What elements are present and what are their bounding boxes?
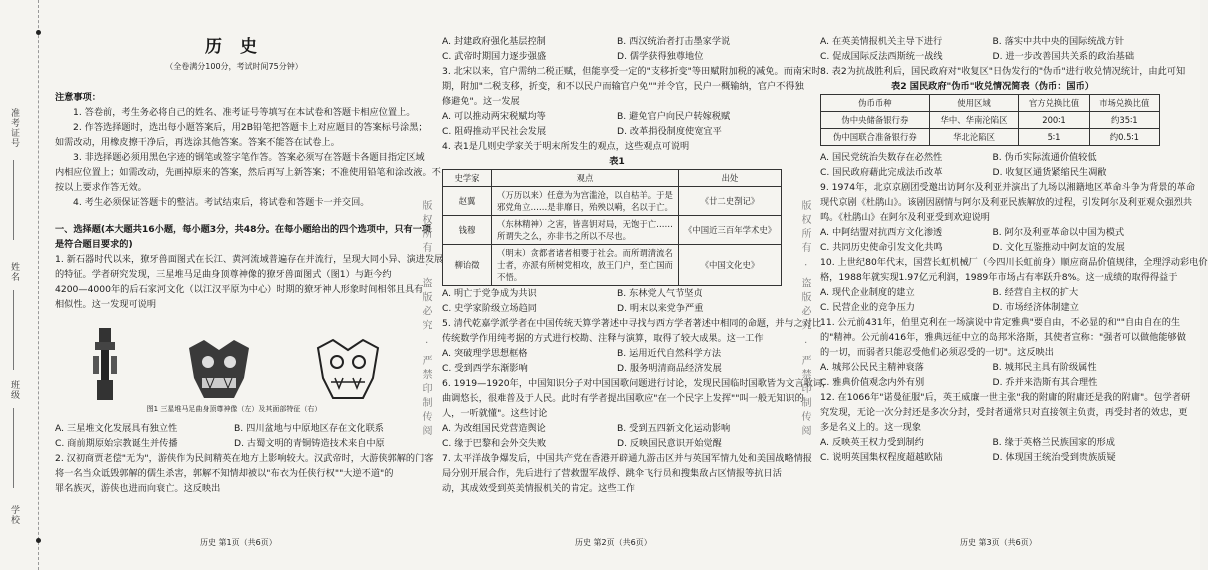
- label-name: 姓名: [9, 262, 19, 282]
- option-c[interactable]: C. 阻碍推动平民社会发展: [442, 126, 547, 137]
- table-cell: 《廿二史剳记》: [679, 187, 782, 216]
- option-d[interactable]: D. 体现国王统治受到贵族质疑: [992, 452, 1116, 463]
- question-11-text: 的一切，而弱者只能忍受他们必须忍受的一切"。这反映出: [820, 347, 1054, 358]
- table-cell: 柳诒徵: [443, 245, 492, 286]
- note-line: 3. 非选择题必须用黑色字迹的钢笔或签字笔作答。答案必须写在答题卡各题目指定区域: [73, 152, 425, 163]
- note-line: 按以上要求作答无效。: [55, 182, 147, 193]
- bronze-face-image: [184, 338, 254, 402]
- table-cell: 伪中国联合准备银行券: [821, 129, 930, 146]
- question-12-text: 12. 在1066年"诺曼征服"后，英王威廉一世主张"我的附庸的附庸还是我的附庸"。包学者研: [820, 392, 1191, 403]
- copyright-notice: 版权所有 · 盗版必究 · 严禁印制传阅: [420, 200, 431, 440]
- table-2: [820, 94, 1160, 146]
- question-10-text: 10. 上世纪80年代末，国营长虹机械厂（今四川长虹前身）顺应商品价值规律，全理浮动彩电价: [820, 257, 1208, 268]
- table-header-row: [443, 170, 782, 187]
- option-d[interactable]: D. 服务明清商品经济发展: [617, 363, 722, 374]
- question-11-options: [820, 360, 1165, 390]
- question-2-text: 罪名族灭，游侠也进而向衰亡。这反映出: [55, 483, 221, 494]
- option-d[interactable]: D. 改革捐役制度使宽宜平: [617, 126, 722, 137]
- label-exam-number: 准考证号: [9, 108, 19, 148]
- notes-heading: 注意事项：: [55, 92, 101, 103]
- option-a[interactable]: A. 明亡于党争成为共识: [442, 288, 537, 299]
- label-school: 学校: [9, 505, 19, 525]
- question-2-text: 将一名当众诋毁郭解的儒生杀害，郭解不知情却被以"布衣为任侠行权""大逆不道"的: [55, 468, 394, 479]
- page-3: [820, 34, 1208, 465]
- question-9-text: 鸣。《杜鹃山》在阿尔及利亚受到欢迎说明: [820, 212, 990, 223]
- table-header-cell: 使用区域: [929, 95, 1019, 112]
- option-b[interactable]: B. 缘于英格兰民族国家的形成: [992, 437, 1115, 448]
- note-line: 1. 答卷前，考生务必将自己的姓名、准考证号等填写在本试卷和答题卡相应位置上。: [73, 107, 416, 118]
- option-c[interactable]: C. 缘于巴黎和会外交失败: [442, 438, 547, 449]
- table-header-row: [821, 95, 1160, 112]
- option-c[interactable]: C. 民营企业的竞争压力: [820, 302, 915, 313]
- question-7-text: 局分别开展合作，先后进行了营救盟军战俘、跳伞飞行员和搜集敌占区情报等抗日活: [442, 468, 782, 479]
- question-8-options: [820, 150, 1165, 180]
- option-d[interactable]: D. 文化互鉴推动中阿友谊的发展: [992, 242, 1125, 253]
- question-3-options: [442, 109, 792, 139]
- question-9-text: 现代京剧《杜鹃山》。该剧因剧情与阿尔及利亚民族解放的过程，引发阿尔及利亚观众强烈共: [820, 197, 1193, 208]
- binding-hole: [36, 30, 41, 35]
- option-c[interactable]: C. 受到西学东渐影响: [442, 363, 528, 374]
- question-1-text: 4200—4000年的后石家河文化（以江汉平原为中心）时期的獠牙神人形象时间相邻且具有: [55, 284, 424, 295]
- binding-strip-middle: [414, 0, 436, 570]
- table-header-cell: 出处: [679, 170, 782, 187]
- option-c[interactable]: C. 武帝时期国力逐步强盛: [442, 51, 547, 62]
- exam-number-fill-line: [13, 160, 14, 240]
- table-cell: 伪中央储备银行券: [821, 112, 930, 129]
- option-b[interactable]: B. 城邦民主具有阶级属性: [992, 362, 1097, 373]
- question-10-options: [820, 285, 1165, 315]
- table-header-cell: 观点: [492, 170, 679, 187]
- question-12-text: 究发现，无论一次分封还是多次分封，受封者通常只对直接领主负责，再受封者的效忠，更: [820, 407, 1188, 418]
- page-1-footer: 历史 第1页（共6页）: [200, 538, 277, 547]
- option-d[interactable]: D. 进一步改善国共关系的政治基础: [992, 51, 1135, 62]
- question-3-text: 期，附加"二税支移，折变，和不以民户而输官户免""并令官，民户一概输纳，官户不得独: [442, 81, 804, 92]
- option-a[interactable]: A. 可以推动两宋税赋均等: [442, 111, 546, 122]
- table-header-cell: 史学家: [443, 170, 492, 187]
- class-fill-line: [13, 408, 14, 488]
- option-b[interactable]: B. 运用近代自然科学方法: [617, 348, 722, 359]
- table-cell: 华北沦陷区: [929, 129, 1019, 146]
- question-7-text: 动，其成效受到英美情报机关的肯定。这些工作: [442, 483, 635, 494]
- table-cell: 5∶1: [1019, 129, 1089, 146]
- table-cell: （东林精神）之害，皆喜钥对局，无饱于亡……所谓失之么，亦非书之所以不尽也。: [492, 216, 679, 245]
- bronze-face-line-drawing: [313, 338, 383, 402]
- option-a[interactable]: A. 封建政府强化基层控制: [442, 36, 546, 47]
- option-b[interactable]: B. 四川盆地与中原地区存在文化联系: [234, 423, 384, 434]
- option-d[interactable]: D. 明末以来党争严重: [617, 303, 704, 314]
- table-header-cell: 市场兑换比值: [1089, 95, 1159, 112]
- question-11-text: 的"精神。公元前416年，雅典远征中立的岛邦米洛斯，其使者宣称："强者可以做他能够做: [820, 332, 1186, 343]
- binding-strip-middle: [793, 0, 815, 570]
- question-7-options: [820, 34, 1165, 64]
- binding-strip-left: [0, 0, 50, 570]
- option-a[interactable]: A. 反映英王权力受到制约: [820, 437, 924, 448]
- option-d[interactable]: D. 反映国民意识开始觉醒: [617, 438, 722, 449]
- figure-1-caption: 图1 三星堆马足曲身顶尊神像（左）及其面部特征（右）: [146, 405, 322, 413]
- binding-dashed-line: [38, 0, 39, 570]
- question-5-text: 传统数学作用纯考据的方式进行校勘、注释与演算，取得了较大成果。这一工作: [442, 333, 764, 344]
- question-2-options: [442, 34, 792, 64]
- option-b[interactable]: B. 阿尔及利亚革命以中国为模式: [992, 227, 1125, 238]
- option-d[interactable]: D. 收复区通货紧缩民生凋敝: [992, 167, 1107, 178]
- question-7-text: 7. 太平洋战争爆发后，中国共产党在香港开辟通九游击区并与英国军情九处和美国战略情报: [442, 453, 812, 464]
- section-heading: 一、选择题(本大题共16小题，每小题3分，共48分。在每小题给出的四个选项中，只有一项: [55, 224, 432, 235]
- question-1-text: 的特征。学者研究发现，三星堆马足曲身顶尊神像的獠牙兽面图式（图1）与距今约: [55, 269, 392, 280]
- note-line: 2. 作答选择题时，选出每小题答案后，用2B铅笔把答题卡上对应题目的答案标号涂黑；: [73, 122, 428, 133]
- figure-1: [55, 316, 413, 402]
- question-9-options: [820, 225, 1165, 255]
- option-b[interactable]: B. 落实中共中央的国际统战方针: [992, 36, 1125, 47]
- question-6-text: 曲调悠长，很难普及于人民。此时有学者提出国歌应"在一个民字上发挥""叫一般无知识的: [442, 393, 804, 404]
- option-b[interactable]: B. 东林党人气节坚贞: [617, 288, 703, 299]
- label-class: 班级: [9, 380, 19, 400]
- option-a[interactable]: A. 突破理学思想框格: [442, 348, 528, 359]
- table-header-cell: 伪币币种: [821, 95, 930, 112]
- question-5-options: [442, 346, 792, 376]
- table-2-caption: 表2 国民政府"伪币"收兑情况简表（伪币：国币）: [891, 81, 1094, 92]
- option-a[interactable]: A. 在英美情报机关主导下进行: [820, 36, 943, 47]
- question-4-options: [442, 286, 792, 316]
- question-11-text: 11. 公元前431年，伯里克利在一场演说中肯定雅典"要自由，不必显的和""自由自在的生: [820, 317, 1181, 328]
- option-c[interactable]: C. 商前期原始宗教诞生并传播: [55, 438, 178, 449]
- option-b[interactable]: B. 经营自主权的扩大: [992, 287, 1079, 298]
- option-a[interactable]: A. 现代企业制度的建立: [820, 287, 915, 298]
- note-line: 内相应位置上；如需改动，先画掉原来的答案，然后再写上新答案；不准使用铅笔和涂改液。不: [55, 167, 441, 178]
- question-3-text: 3. 北宋以来，官户需纳二税正赋，但能享受一定的"支移折变"等田赋附加税的减免。而南宋时: [442, 66, 821, 77]
- question-4-text: 4. 表1是几则史学家关于明末所发生的观点，这些观点可说明: [442, 141, 690, 152]
- option-a[interactable]: A. 国民党统治失数存在必然性: [820, 152, 943, 163]
- table-row: [443, 216, 782, 245]
- table-cell: 200∶1: [1019, 112, 1089, 129]
- table-cell: 赵翼: [443, 187, 492, 216]
- table-cell: 约35∶1: [1089, 112, 1159, 129]
- question-5-text: 5. 清代乾嘉学派学者在中国传统天算学著述中寻找与西方学者著述中相同的命题，并与之对比: [442, 318, 822, 329]
- option-c[interactable]: C. 共同历史使命引发文化共鸣: [820, 242, 943, 253]
- question-6-text: 人，一听就懂"。这些讨论: [442, 408, 548, 419]
- table-cell: 华中、华南沦陷区: [929, 112, 1019, 129]
- option-d[interactable]: D. 儒学获得独尊地位: [617, 51, 704, 62]
- option-b[interactable]: B. 受到五四新文化运动影响: [617, 423, 731, 434]
- question-1-options: [55, 421, 413, 451]
- table-cell: 《中国文化史》: [679, 245, 782, 286]
- option-a[interactable]: A. 中阿结盟对抗西方文化渗透: [820, 227, 943, 238]
- option-a[interactable]: A. 为改组国民党营造舆论: [442, 423, 546, 434]
- question-1-text: 相似性。这一发现可说明: [55, 299, 157, 310]
- table-cell: 约0.5∶1: [1089, 129, 1159, 146]
- option-d[interactable]: D. 乔并来浩斯有其合理性: [992, 377, 1098, 388]
- exam-subtitle: （全卷满分100分，考试时间75分钟）: [165, 62, 303, 71]
- copyright-notice: 版权所有 · 盗版必究 · 严禁印制传阅: [799, 200, 810, 440]
- table-1-caption: 表1: [609, 156, 625, 167]
- option-c[interactable]: C. 史学家阶级立场趋同: [442, 303, 537, 314]
- table-cell: （万历以来）任意为为宫滥沧，以自枯羊。于是邪党角立……是非靡日，殆殃以嗬，名以于亡。: [492, 187, 679, 216]
- option-c[interactable]: C. 雅典价值观念内外有别: [820, 377, 925, 388]
- question-8-text: 8. 表2为抗战胜利后，国民政府对"收复区"日伪发行的"伪币"进行收兑情况统计，由此可知: [820, 66, 1186, 77]
- bronze-statue-image: [85, 322, 125, 402]
- question-3-text: 修避免"。这一发展: [442, 96, 520, 107]
- question-6-options: [442, 421, 792, 451]
- table-cell: 钱穆: [443, 216, 492, 245]
- exam-title: 历 史: [205, 37, 263, 57]
- question-1-text: 1. 新石器时代以来，獠牙兽面图式在长江、黄河流域普遍存在并流行，呈现大同小异、演进发展: [55, 254, 444, 265]
- name-fill-line: [13, 290, 14, 370]
- note-line: 如需改动，用橡皮擦干净后，再选涂其他答案。答案不能答在试卷上。: [55, 137, 340, 148]
- option-a[interactable]: A. 三星堆文化发展具有独立性: [55, 423, 178, 434]
- table-cell: （明末）贪都者诸者相婴于社会。而所谓清流名士者，亦派有所树党相攻，放王门户，至亡国而不悟。: [492, 245, 679, 286]
- option-b[interactable]: B. 避免官户向民户转嫁税赋: [617, 111, 731, 122]
- option-b[interactable]: B. 西汉统治者打击墨家学说: [617, 36, 731, 47]
- section-heading: 是符合题目要求的): [55, 239, 133, 250]
- question-10-text: 格，1988年就实现1.97亿元利润，1989年市场占有率跃升8%。这一成绩的取得得益于: [820, 272, 1178, 283]
- table-cell: 《中国近三百年学术史》: [679, 216, 782, 245]
- option-d[interactable]: D. 古蜀文明的青铜铸造技术来自中原: [234, 438, 385, 449]
- table-row: [821, 129, 1160, 146]
- option-b[interactable]: B. 伪币实际流通价值较低: [992, 152, 1097, 163]
- question-2-text: 2. 汉初商贾老偿"无为"，游侠作为民间精英在地方上影响较大。汉武帝时，大游侠郭解的门客: [55, 453, 434, 464]
- question-12-text: 多是名义上的。这一现象: [820, 422, 922, 433]
- note-line: 4. 考生必须保证答题卡的整洁。考试结束后，将试卷和答题卡一并交回。: [73, 197, 370, 208]
- option-d[interactable]: D. 市场经济体制建立: [992, 302, 1079, 313]
- page-3-footer: 历史 第3页（共6页）: [960, 538, 1037, 547]
- binding-hole: [36, 538, 41, 543]
- table-header-cell: 官方兑换比值: [1019, 95, 1089, 112]
- option-c[interactable]: C. 说明英国集权程度超越欧陆: [820, 452, 943, 463]
- option-c[interactable]: C. 国民政府藉此完成法币改革: [820, 167, 943, 178]
- question-6-text: 6. 1919—1920年，中国知识分子对中国国歌问题进行讨论，发现民国临时国歌皆为文言歌词，: [442, 378, 832, 389]
- page-2-footer: 历史 第2页（共6页）: [575, 538, 652, 547]
- question-12-options: [820, 435, 1165, 465]
- table-1: [442, 169, 782, 286]
- option-c[interactable]: C. 促成国际反法西斯统一战线: [820, 51, 943, 62]
- table-row: [443, 245, 782, 286]
- option-a[interactable]: A. 城邦公民民主精神衰落: [820, 362, 924, 373]
- table-row: [443, 187, 782, 216]
- table-row: [821, 112, 1160, 129]
- question-9-text: 9. 1974年，北京京剧团受邀出访阿尔及利亚并演出了九场以湘籍地区革命斗争为背景的革命: [820, 182, 1196, 193]
